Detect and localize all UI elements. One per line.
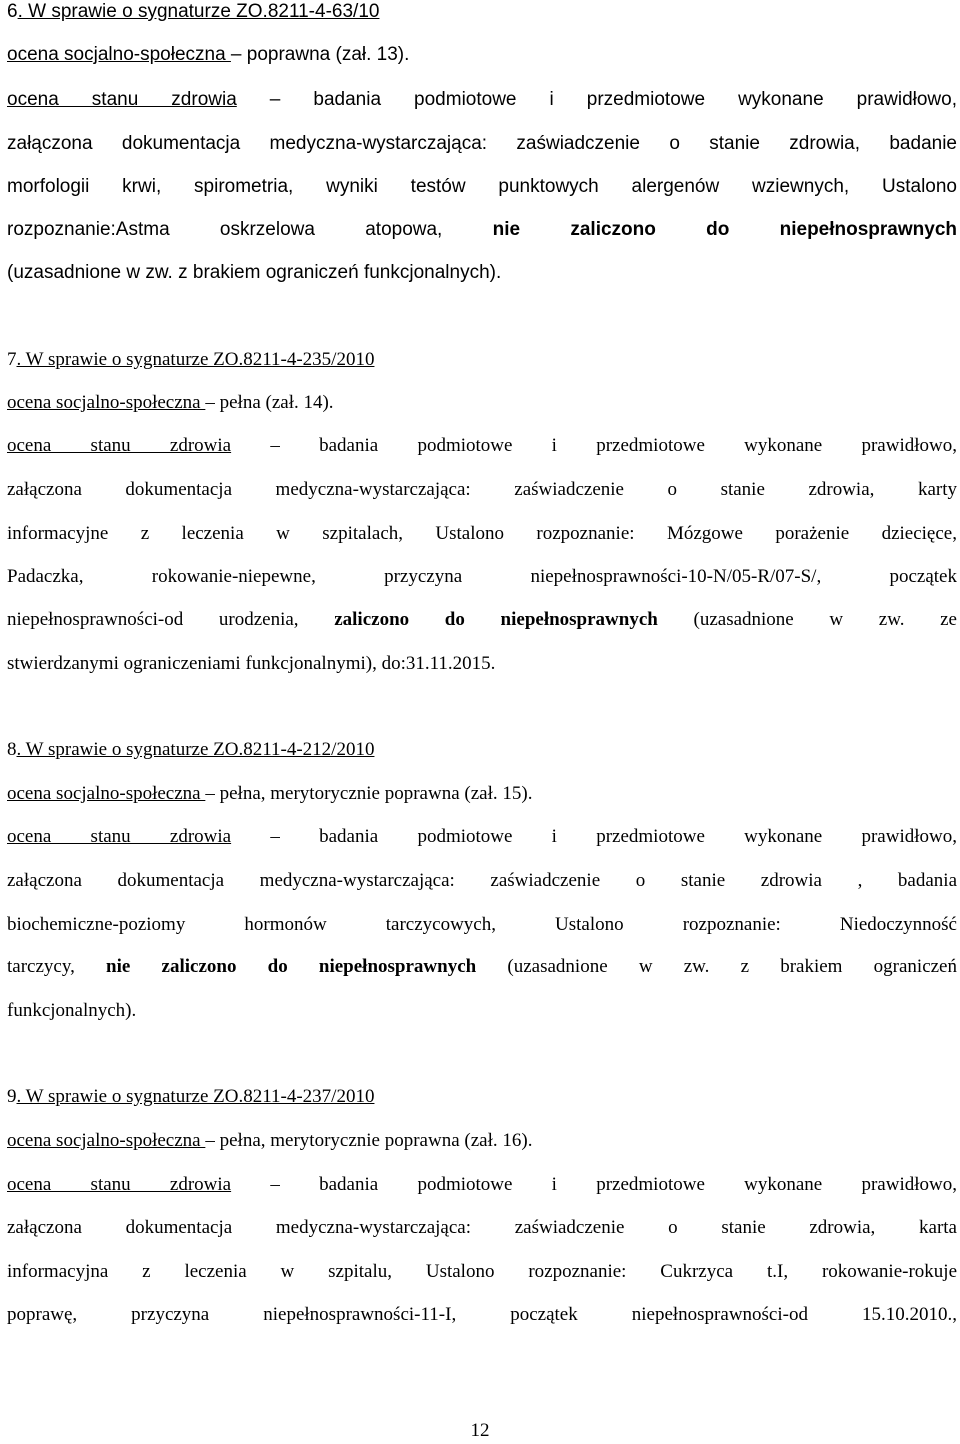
- section-7-health-text-1: – badania podmiotowe i przedmiotowe wykonane prawidłowo,: [231, 435, 957, 456]
- section-7-heading-text: . W sprawie o sygnaturze ZO.8211-4-235/2010: [16, 349, 375, 370]
- page-number: 12: [470, 1420, 490, 1441]
- section-8-number: 8: [7, 739, 17, 760]
- section-8-health-text-4a: tarczycy,: [7, 956, 107, 977]
- section-7-number: 7: [7, 349, 17, 370]
- section-9-health-line-2: załączona dokumentacja medyczna-wystarczająca: zaświadczenie o stanie zdrowia, karta: [7, 1217, 957, 1238]
- section-8-health-line-2: załączona dokumentacja medyczna-wystarczająca: zaświadczenie o stanie zdrowia , badania: [7, 870, 957, 891]
- section-7-social: [7, 387, 957, 419]
- section-7-health-label: ocena stanu zdrowia: [7, 435, 232, 456]
- section-9-social-label: ocena socjalno-społeczna: [7, 1130, 206, 1151]
- section-8-health-text-4c: (uzasadnione w zw. z brakiem ograniczeń: [476, 956, 957, 977]
- section-9-health-line-1: [7, 1169, 957, 1201]
- section-9-heading: [7, 1081, 957, 1113]
- section-6-health-text-1: – badania podmiotowe i przedmiotowe wykonane prawidłowo,: [236, 89, 957, 110]
- section-9-number: 9: [7, 1086, 17, 1107]
- section-8-heading: [7, 734, 957, 766]
- section-8-social-value: – pełna, merytorycznie poprawna (zał. 15).: [205, 783, 533, 804]
- section-8-health-label: ocena stanu zdrowia: [7, 826, 232, 847]
- section-9-health-line-3: informacyjna z leczenia w szpitalu, Ustalono rozpoznanie: Cukrzyca t.I, rokowanie-rokuje: [7, 1261, 957, 1282]
- section-8-heading-text: . W sprawie o sygnaturze ZO.8211-4-212/2010: [16, 739, 375, 760]
- section-6-health-line-4: [7, 214, 957, 246]
- section-7-social-value: – pełna (zał. 14).: [205, 392, 334, 413]
- section-6-social-label: ocena socjalno-społeczna: [7, 44, 231, 65]
- section-9-health-label: ocena stanu zdrowia: [7, 1174, 232, 1195]
- section-8-health-line-3: biochemiczne-poziomy hormonów tarczycowych, Ustalono rozpoznanie: Niedoczynność: [7, 914, 957, 935]
- section-6-health-line-1: [7, 84, 957, 116]
- section-6-health-label: ocena stanu zdrowia: [7, 89, 237, 110]
- section-6-health-line-5: (uzasadnione w zw. z brakiem ograniczeń funkcjonalnych).: [7, 262, 502, 283]
- section-6-heading: [7, 0, 957, 28]
- section-7-decision: zaliczono do niepełnosprawnych: [334, 609, 658, 630]
- section-7-health-text-5a: niepełnosprawności-od urodzenia,: [7, 609, 335, 630]
- section-6-social: [7, 39, 957, 71]
- section-7-health-line-3: informacyjne z leczenia w szpitalach, Ustalono rozpoznanie: Mózgowe porażenie dziecięce,: [7, 523, 957, 544]
- section-7-health-line-1: [7, 430, 957, 462]
- section-9-social-value: – pełna, merytorycznie poprawna (zał. 16).: [205, 1130, 533, 1151]
- section-9-heading-text: . W sprawie o sygnaturze ZO.8211-4-237/2010: [16, 1086, 375, 1107]
- section-6-health-line-3: morfologii krwi, spirometria, wyniki testów punktowych alergenów wziewnych, Ustalono: [7, 176, 957, 197]
- section-6-decision: nie zaliczono do niepełnosprawnych: [492, 219, 957, 240]
- section-9-health-line-4: poprawę, przyczyna niepełnosprawności-11-I, początek niepełnosprawności-od 15.10.2010.,: [7, 1304, 957, 1325]
- section-8-health-line-1: [7, 821, 957, 853]
- section-6-health-line-2: załączona dokumentacja medyczna-wystarczająca: zaświadczenie o stanie zdrowia, badanie: [7, 133, 957, 154]
- section-7-health-text-5c: (uzasadnione w zw. ze: [657, 609, 957, 630]
- section-7-health-line-5: [7, 604, 957, 636]
- section-8-decision: nie zaliczono do niepełnosprawnych: [106, 956, 477, 977]
- section-7-health-line-4: Padaczka, rokowanie-niepewne, przyczyna niepełnosprawności-10-N/05-R/07-S/, początek: [7, 566, 957, 587]
- section-6-number: 6: [7, 1, 18, 22]
- section-8-social: [7, 778, 957, 810]
- section-7-social-label: ocena socjalno-społeczna: [7, 392, 206, 413]
- section-8-health-text-1: – badania podmiotowe i przedmiotowe wykonane prawidłowo,: [231, 826, 957, 847]
- section-9-health-text-1: – badania podmiotowe i przedmiotowe wykonane prawidłowo,: [231, 1174, 957, 1195]
- section-6-heading-text: . W sprawie o sygnaturze ZO.8211-4-63/10: [17, 1, 380, 22]
- section-6-health-text-4a: rozpoznanie:Astma oskrzelowa atopowa,: [7, 219, 493, 240]
- section-8-health-line-4: [7, 951, 957, 983]
- section-9-social: [7, 1125, 957, 1157]
- section-7-health-line-6: stwierdzanymi ograniczeniami funkcjonalnymi), do:31.11.2015.: [7, 653, 496, 674]
- section-7-health-line-2: załączona dokumentacja medyczna-wystarczająca: zaświadczenie o stanie zdrowia, karty: [7, 479, 957, 500]
- section-7-heading: [7, 344, 957, 376]
- section-8-social-label: ocena socjalno-społeczna: [7, 783, 206, 804]
- section-8-health-line-5: funkcjonalnych).: [7, 1000, 137, 1021]
- section-6-social-value: – poprawna (zał. 13).: [230, 44, 410, 65]
